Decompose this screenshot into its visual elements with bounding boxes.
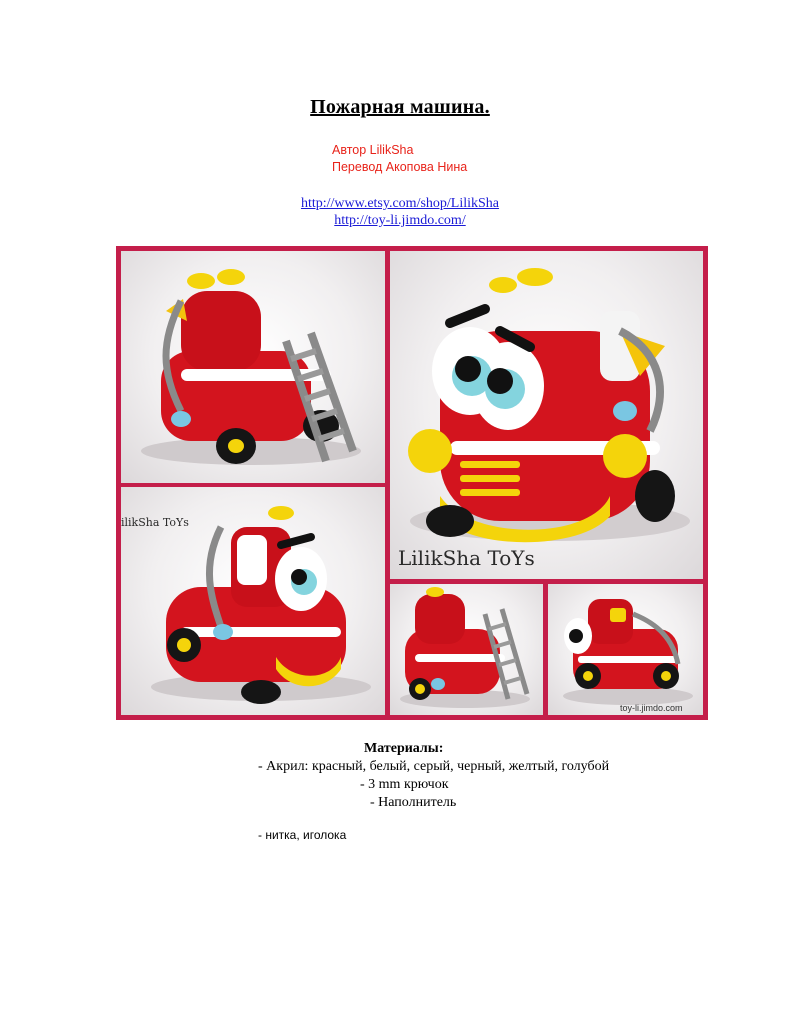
materials-extra: - нитка, иголока: [258, 828, 347, 842]
credits: [332, 142, 467, 176]
photo-side-view: [121, 487, 385, 715]
photo-small-rear: [390, 584, 543, 715]
materials-item-hook: - 3 mm крючок: [360, 777, 449, 792]
document-title: Пожарная машина.: [310, 96, 490, 118]
photo-collage: [116, 246, 708, 720]
truck-front-image: [390, 251, 703, 579]
truck-rear-image: [121, 251, 385, 483]
watermark-left: ilikSha ToYs: [121, 516, 189, 529]
photo-front-view: [390, 251, 703, 579]
materials-item-stuffing: - Наполнитель: [370, 795, 457, 810]
translator-line: Перевод Акопова Нина: [332, 160, 468, 174]
watermark-url: toy-li.jimdo.com: [620, 703, 683, 713]
photo-rear-view: [121, 251, 385, 483]
photo-small-side: [548, 584, 703, 715]
jimdo-link[interactable]: http://toy-li.jimdo.com/: [334, 213, 466, 228]
watermark-main: LilikSha ToYs: [398, 546, 535, 570]
author-line: Автор LilikSha: [332, 143, 414, 157]
links: [0, 195, 800, 229]
materials-item-yarn: - Акрил: красный, белый, серый, черный, желтый, голубой: [258, 759, 610, 774]
truck-small-side-image: [548, 584, 703, 715]
truck-small-rear-image: [390, 584, 543, 715]
materials-heading: Материалы:: [364, 741, 444, 756]
etsy-link[interactable]: http://www.etsy.com/shop/LilikSha: [300, 196, 500, 211]
